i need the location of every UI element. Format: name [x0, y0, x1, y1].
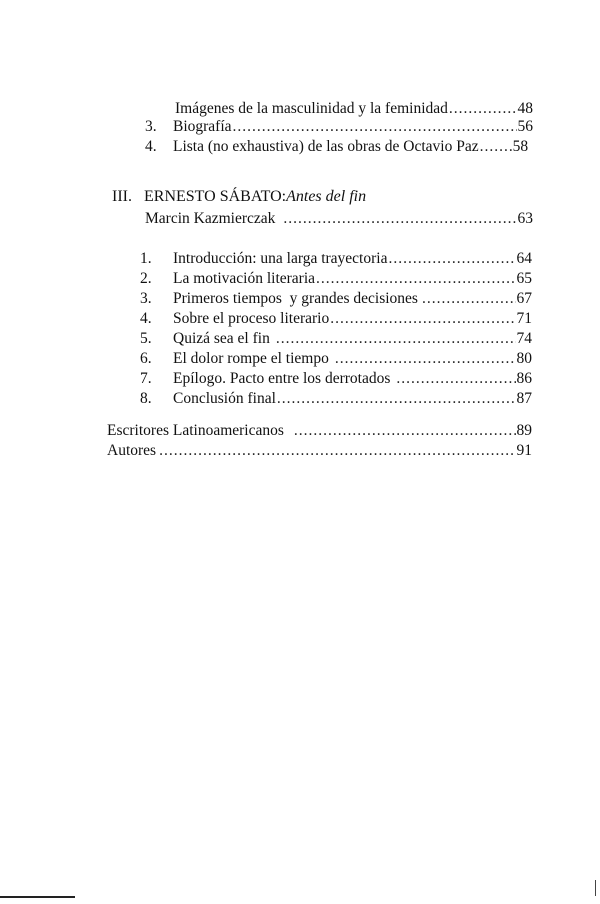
toc-entry [140, 310, 532, 328]
entry-title: La motivación literaria [173, 270, 316, 287]
dot-leader [276, 330, 516, 348]
entry-number: 7. [140, 370, 152, 387]
page-number: 67 [516, 290, 532, 307]
entry-number: 3. [140, 290, 152, 307]
entry-title: Autores [107, 442, 157, 459]
page-number: 58 [512, 138, 529, 155]
scan-edge-mark [595, 880, 596, 896]
entry-title: El dolor rompe el tiempo [173, 350, 329, 367]
toc-entry [140, 250, 532, 268]
page-number: 56 [517, 118, 533, 135]
toc-entry [175, 100, 533, 118]
page-number: 89 [516, 422, 532, 439]
entry-number: 3. [145, 118, 157, 135]
entry-title: Epílogo. Pacto entre los derrotados [173, 370, 391, 387]
dot-leader [422, 290, 516, 308]
page-number: 86 [516, 370, 532, 387]
dot-leader [233, 118, 517, 136]
entry-number: 1. [140, 250, 152, 267]
dot-leader [294, 422, 516, 440]
section-roman: III. [112, 188, 132, 205]
toc-entry [145, 138, 533, 156]
entry-title: Introducción: una larga trayectoria [173, 250, 388, 267]
page-number: 48 [517, 100, 533, 117]
dot-leader [449, 100, 517, 118]
entry-title: Lista (no exhaustiva) de las obras de Octavio Paz [173, 138, 479, 155]
toc-entry [145, 118, 533, 136]
page-number: 87 [516, 390, 532, 407]
entry-number: 8. [140, 390, 152, 407]
page-number: 74 [516, 330, 532, 347]
toc-entry [107, 442, 532, 460]
entry-title: Marcin Kazmierczak [145, 210, 276, 227]
dot-leader [480, 138, 512, 156]
entry-number: 2. [140, 270, 152, 287]
toc-entry [140, 290, 532, 308]
entry-title: Quizá sea el fin [173, 330, 270, 347]
page-number: 64 [516, 250, 532, 267]
toc-entry [107, 422, 532, 440]
entry-number: 4. [145, 138, 157, 155]
dot-leader [316, 270, 515, 288]
page-number: 71 [516, 310, 532, 327]
entry-number: 5. [140, 330, 152, 347]
entry-title: Escritores Latinoamericanos [107, 422, 284, 439]
toc-entry [140, 390, 532, 408]
entry-title: Biografía [173, 118, 232, 135]
dot-leader [388, 250, 515, 268]
toc-entry [140, 330, 532, 348]
entry-number: 4. [140, 310, 152, 327]
page-number: 63 [517, 210, 533, 227]
toc-entry [140, 270, 532, 288]
section-heading [112, 188, 532, 206]
toc-entry [140, 370, 532, 388]
dot-leader [335, 350, 516, 368]
entry-title: Sobre el proceso literario [173, 310, 330, 327]
dot-leader [277, 390, 516, 408]
page-number: 91 [516, 442, 532, 459]
entry-title: Imágenes de la masculinidad y la feminidad [175, 100, 448, 117]
dot-leader [159, 442, 515, 460]
section-work-title: Antes del fin [286, 188, 367, 205]
dot-leader [283, 210, 516, 228]
entry-number: 6. [140, 350, 152, 367]
dot-leader [330, 310, 515, 328]
page-number: 65 [516, 270, 532, 287]
entry-title: Conclusión final [173, 390, 276, 407]
toc-entry [140, 350, 532, 368]
entry-title: Primeros tiempos y grandes decisiones [173, 290, 418, 307]
scan-edge-rule [0, 896, 75, 898]
section-author-name: ERNESTO SÁBATO: [144, 188, 287, 205]
dot-leader [396, 370, 515, 388]
toc-entry [145, 210, 533, 228]
page-number: 80 [516, 350, 532, 367]
